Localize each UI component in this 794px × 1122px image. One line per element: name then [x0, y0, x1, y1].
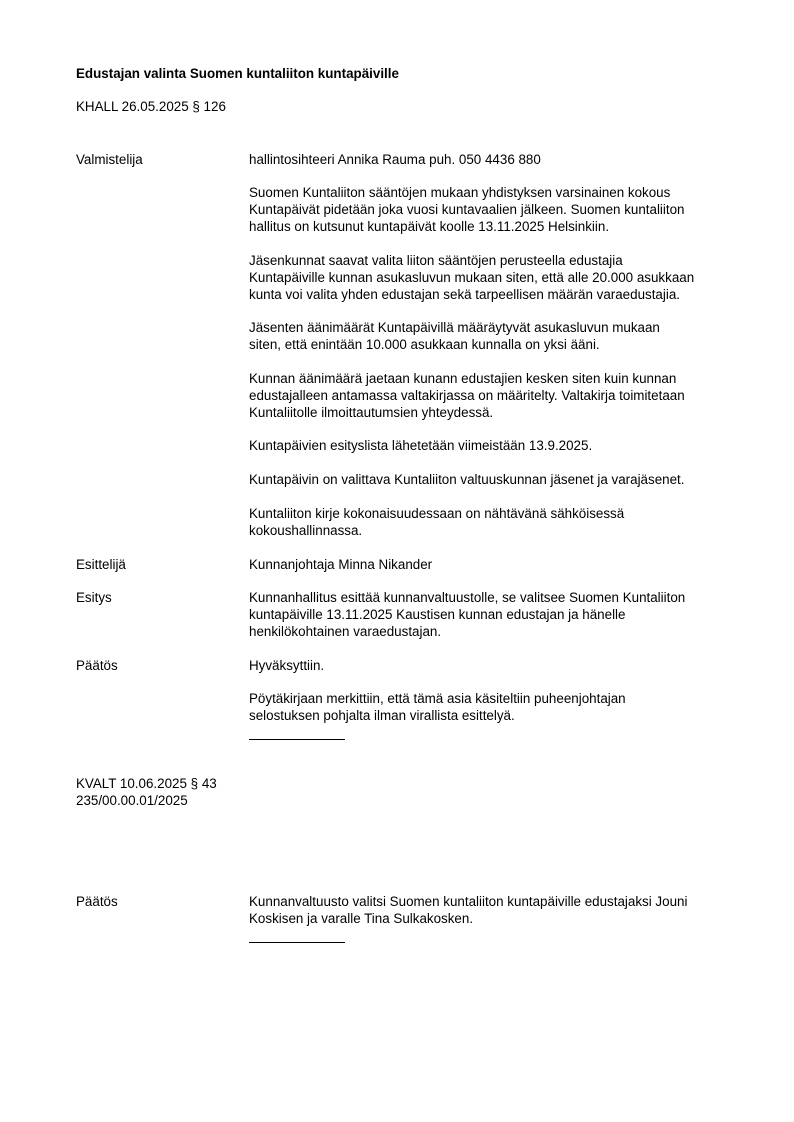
- text-line: selostuksen pohjalta ilman virallista esittelyä.: [249, 707, 515, 723]
- paatos-label: Päätös: [76, 658, 118, 673]
- body-paragraph-7: [249, 506, 741, 540]
- body-paragraph-2: [249, 253, 741, 303]
- body-paragraph-4: [249, 371, 741, 421]
- text-line: Kuntaliitolle ilmoittautumsien yhteydessä.: [249, 404, 494, 420]
- khall-reference: KHALL 26.05.2025 § 126: [76, 99, 226, 114]
- text-line: Kunnanvaltuusto valitsi Suomen kuntaliiton kuntapäiville edustajaksi Jouni: [249, 894, 688, 909]
- diary-number: 235/00.00.01/2025: [76, 793, 188, 808]
- text-line: Koskisen ja varalle Tina Sulkakosken.: [249, 910, 474, 926]
- text-line: kunta voi valita yhden edustajan sekä tarpeellisen määrän varaedustajia.: [249, 286, 680, 302]
- body-paragraph-3: [249, 320, 741, 354]
- valmistelija-text: hallintosihteeri Annika Rauma puh. 050 4436 880: [249, 152, 541, 167]
- paatos-text: Hyväksyttiin.: [249, 658, 325, 673]
- text-line: edustajalleen antamassa valtakirjassa on määritelty. Valtakirja toimitetaan: [249, 387, 685, 403]
- text-line: Jäsenkunnat saavat valita liiton sääntöjen perusteella edustajia: [249, 253, 623, 268]
- text-line: hallitus on kutsunut kuntapäivät koolle 13.11.2025 Helsinkiin.: [249, 218, 610, 234]
- esittelija-text: Kunnanjohtaja Minna Nikander: [249, 557, 433, 572]
- text-line: Kuntapäivät pidetään joka vuosi kuntavaalien jälkeen. Suomen kuntaliiton: [249, 201, 685, 217]
- text-line: Kuntaliiton kirje kokonaisuudessaan on nähtävänä sähköisessä: [249, 506, 625, 521]
- text-line: Suomen Kuntaliiton sääntöjen mukaan yhdistyksen varsinainen kokous: [249, 185, 671, 200]
- text-line: Kuntapäiville kunnan asukasluvun mukaan siten, että alle 20.000 asukkaan: [249, 269, 695, 285]
- body-paragraph-1: [249, 185, 741, 235]
- body-paragraph-6: [249, 472, 741, 489]
- esitys-text: [249, 590, 741, 640]
- text-line: Jäsenten äänimäärät Kuntapäivillä määräytyvät asukasluvun mukaan: [249, 320, 660, 335]
- paatos-text: [249, 894, 741, 928]
- document-title: Edustajan valinta Suomen kuntaliiton kuntapäiville: [76, 66, 399, 81]
- text-line: Kuntapäivin on valittava Kuntaliiton valtuuskunnan jäsenet ja varajäsenet.: [249, 472, 685, 487]
- text-line: Kuntapäivien esityslista lähetetään viimeistään 13.9.2025.: [249, 438, 593, 453]
- text-line: henkilökohtainen varaedustajan.: [249, 623, 442, 639]
- valmistelija-label: Valmistelija: [76, 152, 143, 167]
- esitys-label: Esitys: [76, 590, 112, 605]
- paatos-label: Päätös: [76, 894, 118, 909]
- body-paragraph-5: [249, 438, 741, 455]
- divider-line: [249, 942, 345, 943]
- text-line: kokoushallinnassa.: [249, 522, 363, 538]
- text-line: kuntapäiville 13.11.2025 Kaustisen kunnan edustajan ja hänelle: [249, 606, 626, 622]
- paatos-note: [249, 691, 741, 725]
- text-line: Kunnan äänimäärä jaetaan kunann edustajien kesken siten kuin kunnan: [249, 371, 677, 386]
- kvalt-reference: KVALT 10.06.2025 § 43: [76, 776, 217, 791]
- text-line: siten, että enintään 10.000 asukkaan kunnalla on yksi ääni.: [249, 336, 600, 352]
- divider-line: [249, 739, 345, 740]
- esittelija-label: Esittelijä: [76, 557, 126, 572]
- text-line: Kunnanhallitus esittää kunnanvaltuustolle, se valitsee Suomen Kuntaliiton: [249, 590, 686, 605]
- text-line: Pöytäkirjaan merkittiin, että tämä asia käsiteltiin puheenjohtajan: [249, 691, 626, 706]
